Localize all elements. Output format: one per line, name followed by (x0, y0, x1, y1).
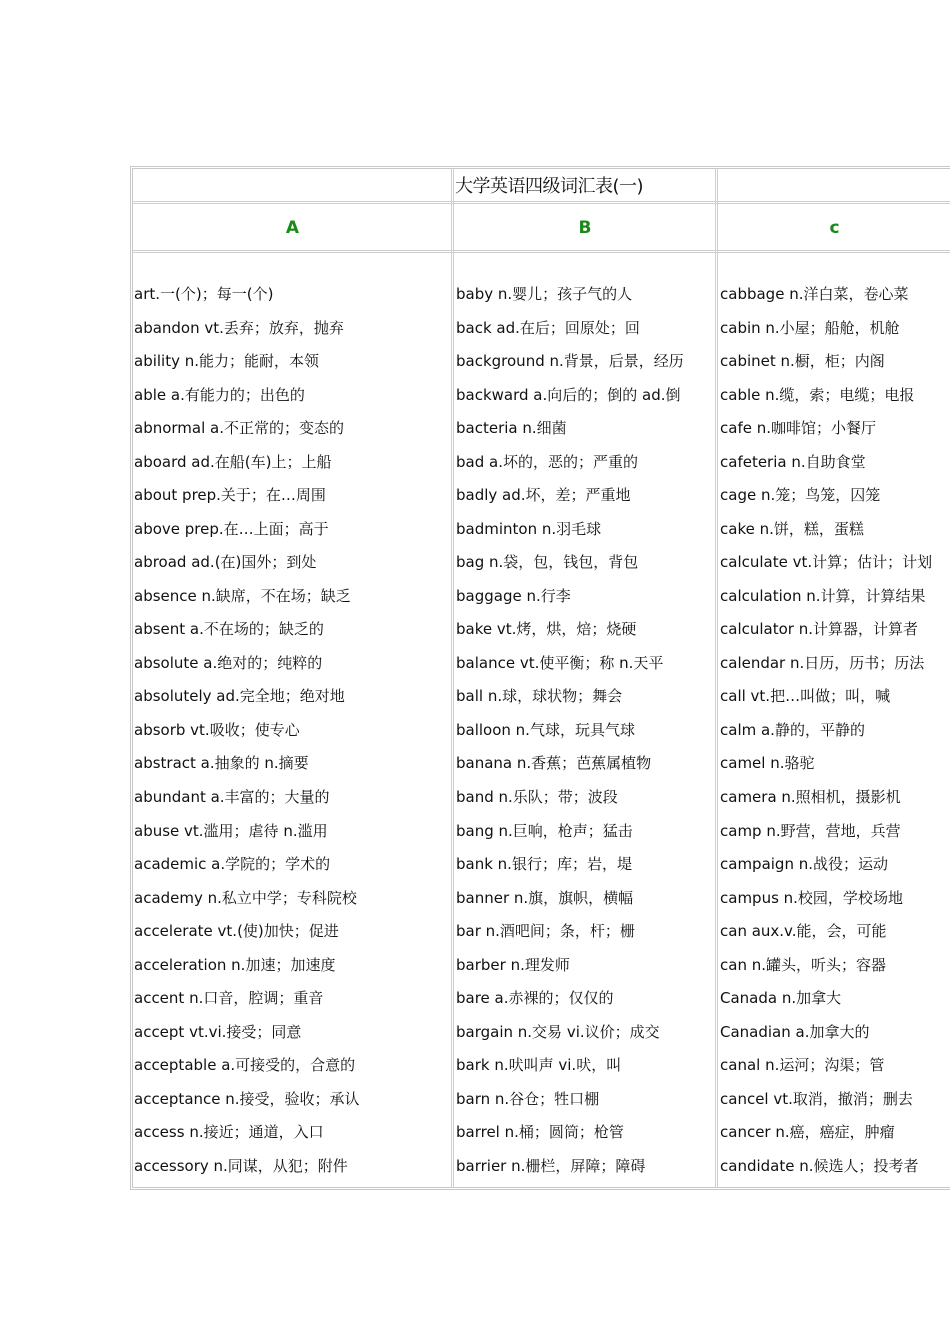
word-entry: background n.背景，后景，经历 (456, 352, 684, 371)
word-entry: abroad ad.(在)国外；到处 (134, 553, 317, 572)
word-entry: bacteria n.细菌 (456, 419, 567, 438)
column-divider (715, 168, 718, 1188)
word-entry: acceptable a.可接受的，合意的 (134, 1056, 356, 1075)
word-entry: about prep.关于；在…周围 (134, 486, 326, 505)
word-entry: campaign n.战役；运动 (720, 855, 889, 874)
word-list-b (456, 278, 713, 1183)
word-entry: bargain n.交易 vi.议价；成交 (456, 1022, 660, 1041)
word-entry: backward a.向后的；倒的 ad.倒 (456, 385, 681, 404)
word-entry: back ad.在后；回原处；回 (456, 318, 640, 337)
word-entry: calculator n.计算器，计算者 (720, 620, 918, 639)
table-title: 大学英语四级词汇表(一) (455, 176, 644, 197)
word-entry: cancer n.癌，癌症，肿瘤 (720, 1123, 895, 1142)
word-entry: baby n.婴儿；孩子气的人 (456, 285, 633, 303)
word-entry: baggage n.行李 (456, 586, 571, 605)
word-entry: candidate n.候选人；投考者 (720, 1156, 919, 1175)
word-entry: balance vt.使平衡；称 n.天平 (456, 653, 664, 672)
word-entry: accept vt.vi.接受；同意 (134, 1022, 302, 1041)
word-entry: academy n.私立中学；专科院校 (134, 888, 357, 907)
word-entry: cabinet n.橱，柜；内阁 (720, 352, 885, 371)
word-entry: absent a.不在场的；缺乏的 (134, 620, 324, 639)
word-entry: above prep.在…上面；高于 (134, 519, 329, 538)
word-entry: bag n.袋，包，钱包，背包 (456, 553, 639, 572)
word-entry: absolutely ad.完全地；绝对地 (134, 687, 345, 706)
word-entry: ability n.能力；能耐，本领 (134, 352, 320, 371)
word-entry: acceleration n.加速；加速度 (134, 955, 336, 974)
word-entry: barber n.理发师 (456, 955, 570, 974)
word-entry: academic a.学院的；学术的 (134, 855, 331, 874)
word-entry: acceptance n.接受，验收；承认 (134, 1089, 360, 1108)
word-entry: bark n.吠叫声 vi.吠，叫 (456, 1056, 622, 1075)
word-list-a (134, 278, 449, 1183)
word-entry: call vt.把…叫做；叫，喊 (720, 687, 891, 706)
word-entry: cabin n.小屋；船舱，机舱 (720, 318, 900, 337)
word-entry: abnormal a.不正常的；变态的 (134, 419, 345, 438)
word-entry: calculate vt.计算；估计；计划 (720, 553, 933, 572)
word-entry: cable n.缆，索；电缆；电报 (720, 385, 915, 404)
word-entry: band n.乐队；带；波段 (456, 787, 618, 806)
word-entry: absence n.缺席，不在场；缺乏 (134, 586, 351, 605)
word-entry: camp n.野营，营地，兵营 (720, 821, 901, 840)
word-entry: calm a.静的，平静的 (720, 720, 865, 739)
word-entry: camel n.骆驼 (720, 754, 815, 773)
word-entry: cafeteria n.自助食堂 (720, 452, 866, 471)
word-entry: abandon vt.丢弃；放弃，抛弃 (134, 318, 344, 337)
word-entry: badminton n.羽毛球 (456, 519, 602, 538)
word-entry: badly ad.坏，差；严重地 (456, 486, 631, 505)
word-entry: aboard ad.在船(车)上；上船 (134, 452, 332, 471)
column-header-c: c (829, 218, 840, 238)
word-entry: abstract a.抽象的 n.摘要 (134, 754, 309, 773)
column-divider (451, 168, 454, 1188)
word-entry: accessory n.同谋，从犯；附件 (134, 1156, 348, 1175)
word-entry: canal n.运河；沟渠；管 (720, 1056, 885, 1075)
column-header-a: A (285, 218, 300, 238)
word-entry: Canadian a.加拿大的 (720, 1022, 870, 1041)
word-entry: bar n.酒吧间；条，杆；栅 (456, 922, 635, 941)
word-entry: can aux.v.能，会，可能 (720, 922, 887, 941)
word-entry: bang n.巨响，枪声；猛击 (456, 821, 633, 840)
word-entry: campus n.校园，学校场地 (720, 888, 903, 907)
word-entry: barrier n.栅栏，屏障；障碍 (456, 1156, 646, 1175)
word-entry: banner n.旗，旗帜，横幅 (456, 888, 634, 907)
word-entry: camera n.照相机，摄影机 (720, 787, 901, 806)
word-entry: banana n.香蕉；芭蕉属植物 (456, 754, 652, 773)
word-entry: barrel n.桶；圆筒；枪管 (456, 1123, 624, 1142)
word-entry: abuse vt.滥用；虐待 n.滥用 (134, 821, 328, 840)
column-header-b: B (578, 218, 592, 238)
word-entry: accelerate vt.(使)加快；促进 (134, 922, 339, 941)
word-entry: cafe n.咖啡馆；小餐厅 (720, 419, 876, 438)
word-entry: cake n.饼，糕，蛋糕 (720, 519, 864, 538)
word-entry: calendar n.日历，历书；历法 (720, 653, 925, 672)
word-entry: bare a.赤裸的；仅仅的 (456, 989, 614, 1008)
word-entry: bank n.银行；库；岩，堤 (456, 855, 632, 874)
word-entry: able a.有能力的；出色的 (134, 385, 305, 404)
word-entry: calculation n.计算，计算结果 (720, 586, 926, 605)
word-entry: art.一(个)；每一(个) (134, 285, 274, 303)
word-entry: ball n.球，球状物；舞会 (456, 687, 623, 706)
word-entry: bake vt.烤，烘，焙；烧硬 (456, 620, 637, 639)
word-list-c (720, 278, 950, 1183)
word-entry: absorb vt.吸收；使专心 (134, 720, 300, 739)
word-entry: cabbage n.洋白菜，卷心菜 (720, 285, 909, 303)
word-entry: cage n.笼；鸟笼，囚笼 (720, 486, 881, 505)
column-header-divider (133, 250, 950, 253)
word-entry: abundant a.丰富的；大量的 (134, 787, 330, 806)
word-entry: Canada n.加拿大 (720, 989, 842, 1008)
word-entry: accent n.口音，腔调；重音 (134, 989, 324, 1008)
word-entry: balloon n.气球，玩具气球 (456, 720, 635, 739)
word-entry: access n.接近；通道，入口 (134, 1123, 324, 1142)
word-entry: bad a.坏的，恶的；严重的 (456, 452, 638, 471)
word-entry: cancel vt.取消，撤消；删去 (720, 1089, 913, 1108)
word-entry: absolute a.绝对的；纯粹的 (134, 653, 323, 672)
word-entry: can n.罐头，听头；容器 (720, 955, 886, 974)
word-entry: barn n.谷仓；牲口棚 (456, 1089, 600, 1108)
